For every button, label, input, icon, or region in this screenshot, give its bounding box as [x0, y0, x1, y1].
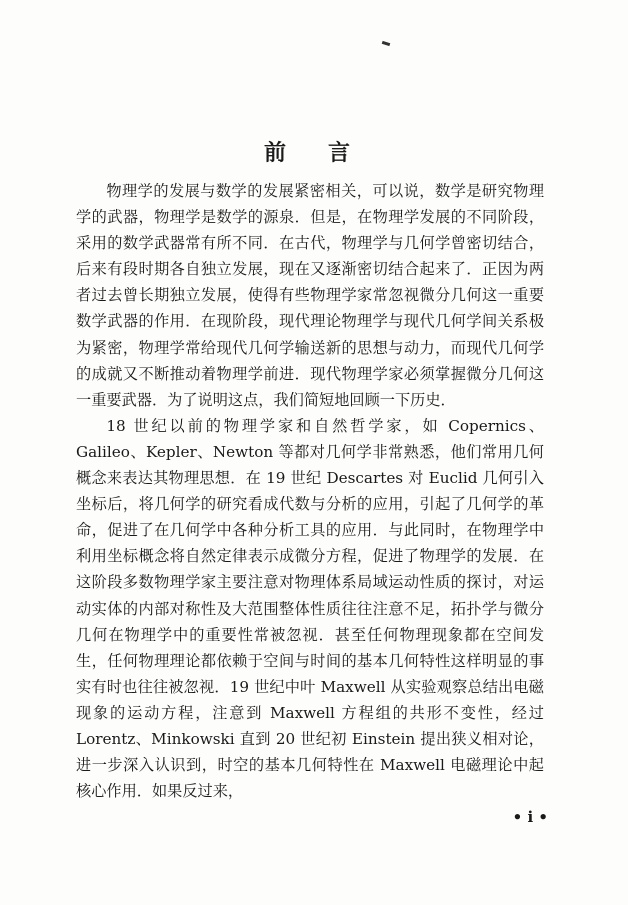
- title-char-2: 言: [328, 141, 351, 166]
- paragraph-1: 物理学的发展与数学的发展紧密相关，可以说，数学是研究物理学的武器，物理学是数学的源泉．但是，在物理学发展的不同阶段，采用的数学武器常有所不同．在古代，物理学与几何学曾密切结合，后来有段时期各自独立发展，现在又逐渐密切结合起来了．正因为两者过去曾长期独立发展，使得有些物理学家常忽视微分几何这一重要数学武器的作用．在现阶段，现代理论物理学与现代几何学间关系极为紧密，物理学常给现代几何学输送新的思想与动力，而现代几何学的成就又不断推动着物理学前进．现代物理学家必须掌握微分几何这一重要武器．为了说明这点，我们简短地回顾一下历史．: [76, 182, 544, 409]
- scan-artifact-mark: [382, 41, 391, 46]
- paragraph-2: 18 世纪以前的物理学家和自然哲学家，如 Copernics、Galileo、Kepler、Newton 等都对几何学非常熟悉，他们常用几何概念来表达其物理思想．在 19 世纪 Descartes 对 Euclid 几何引入坐标后，将几何学的研究看成代数与分析的应用，引起了几何学的革命，促进了在几何学中各种分析工具的应用．与此同时，在物理学中利用坐标概念将自然定律表示成微分方程，促进了物理学的发展．在这阶段多数物理学家主要注意对物理体系局域运动性质的探讨，对运动实体的内部对称性及大范围整体性质往往注意不足，拓扑学与微分几何在物理学中的重要性常被忽视．甚至任何物理现象都在空间发生，任何物理理论都依赖于空间与时间的基本几何特性这样明显的事实有时也往往被忽视．19 世纪中叶 Maxwell 从实验观察总结出电磁现象的运动方程，注意到 Maxwell 方程组的共形不变性，经过 Lorentz、Minkowski 直到 20 世纪初 Einstein 提出狭义相对论，进一步深入认识到，时空的基本几何特性在 Maxwell 电磁理论中起核心作用．如果反过来，: [76, 416, 544, 801]
- body-text: [76, 178, 544, 804]
- page-number: • i •: [512, 808, 548, 826]
- title-char-1: 前: [264, 141, 287, 166]
